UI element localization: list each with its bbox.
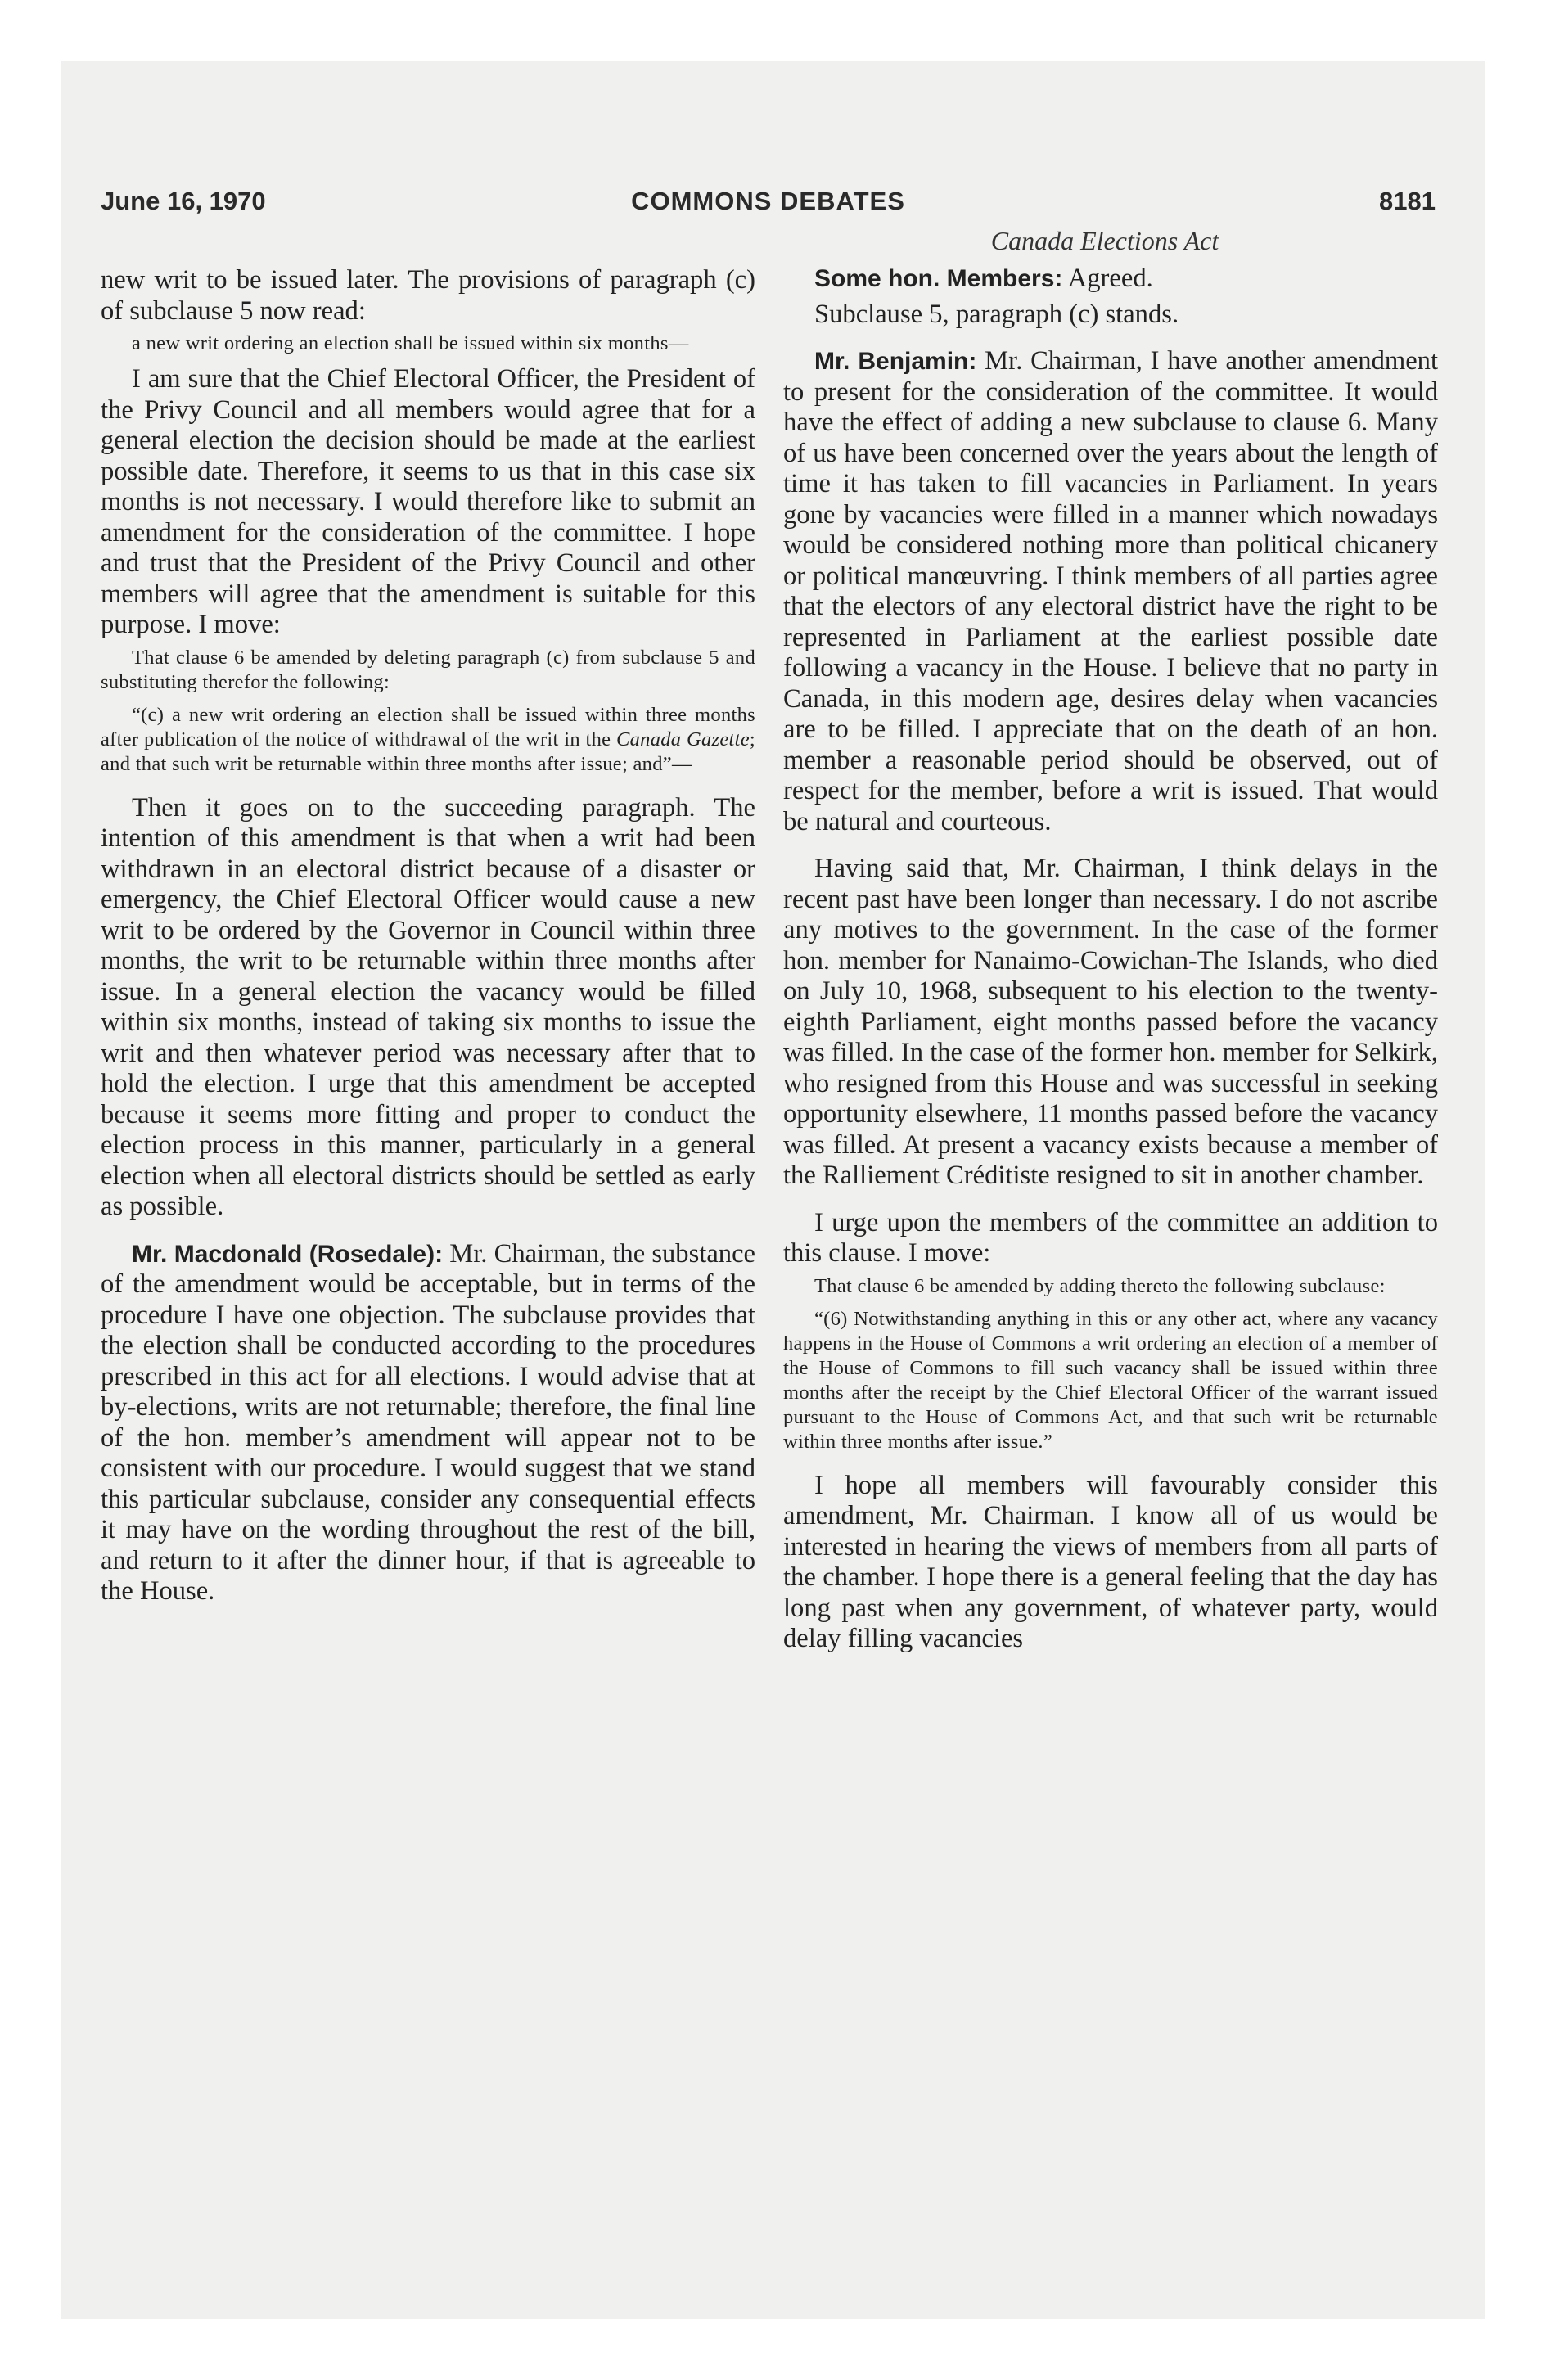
left-paragraph-4 — [101, 1239, 755, 1607]
right-paragraph-6: I hope all members will favourably consider this amendment, Mr. Chairman. I know all of us would be interested in hearing the views of members from all parts of the chamber. I hope there is a general feeling that the day has long past when any government, of whatever party, would delay filling vacancies — [783, 1470, 1438, 1653]
right-paragraph-5: I urge upon the members of the committee an addition to this clause. I move: — [783, 1207, 1438, 1268]
left-quote-3-italic: Canada Gazette — [615, 728, 750, 751]
left-quote-3-part-a: “(c) a new writ ordering an election shall be issued within three months after publication of the notice of withdrawal of the writ in the — [101, 703, 755, 751]
left-quote-2: That clause 6 be amended by deleting paragraph (c) from subclause 5 and substituting therefor the following: — [101, 646, 755, 693]
left-quote-3-part-b: ; and that such writ be returnable within three months after issue; and”— — [101, 728, 756, 775]
left-paragraph-1: new writ to be issued later. The provisions of paragraph (c) of subclause 5 now read: — [101, 265, 755, 326]
left-quote-1: a new writ ordering an election shall be issued within six months— — [132, 332, 689, 354]
right-paragraph-1 — [783, 264, 1438, 295]
page-header — [101, 187, 1436, 223]
right-column — [783, 264, 1438, 1660]
left-quote-3 — [101, 703, 755, 777]
right-paragraph-3-text: Mr. Chairman, I have another amendment to present for the consideration of the committee. It would have the effect of adding a new subclause to clause 6. Many of us have been concerned over the years about the length of time it has taken to fill vacancies in Parliament. In years gone by vacancies were filled in a manner which nowadays would be considered nothing more than political chicanery or political manœuvring. I think members of all parties agree that the electors of any electoral district have the right to be represented in Parliament at the earliest possible date following a vacancy in the House. I believe that no party in Canada, in this modern age, desires delay when vacancies are to be filled. I appreciate that on the death of an hon. member a reasonable period should be observed, out of respect for the member, before a writ is issued. That would be natural and courteous. — [783, 346, 1439, 836]
left-column — [101, 265, 755, 1612]
right-paragraph-3 — [783, 346, 1438, 837]
left-paragraph-4-text: Mr. Chairman, the substance of the amendment would be acceptable, but in terms of the procedure I have one objection. The subclause provides that the election shall be conducted according to the procedures prescribed in this act for all elections. I would advise that at by-elections, writs are not returnable; therefore, the final line of the hon. member’s amendment will appear not to be consistent with our procedure. I would suggest that we stand this particular subclause, consider any consequential effects it may have on the wording throughout the rest of the bill, and return to it after the dinner hour, if that is agreeable to the House. — [101, 1238, 755, 1606]
speaker-some-members: Some hon. Members: — [814, 265, 1063, 292]
right-paragraph-2: Subclause 5, paragraph (c) stands. — [814, 299, 1179, 329]
header-page-number: 8181 — [1379, 187, 1436, 215]
left-paragraph-2: I am sure that the Chief Electoral Officer, the President of the Privy Council and all members would agree that for a general election the decision should be made at the earliest possible date. Therefore, it seems to us that in this case six months is not necessary. I would therefore like to submit an amendment for the consideration of the committee. I hope and trust that the President of the Privy Council and other members will agree that the amendment is suitable for this purpose. I move: — [101, 364, 755, 639]
right-paragraph-1-text: Agreed. — [1062, 264, 1153, 293]
header-title: COMMONS DEBATES — [631, 187, 905, 215]
right-paragraph-4: Having said that, Mr. Chairman, I think delays in the recent past have been longer than necessary. I do not ascribe any motives to the government. In the case of the former hon. member for Nanaimo-Cowichan-The Islands, who died on July 10, 1968, subsequent to his election to the twenty-eighth Parliament, eight months passed before the vacancy was filled. In the case of the former hon. member for Selkirk, who resigned from this House and was successful in seeking opportunity elsewhere, 11 months passed before the vacancy was filled. At present a vacancy exists because a member of the Ralliement Créditiste resigned to sit in another chamber. — [783, 854, 1438, 1190]
header-date: June 16, 1970 — [101, 187, 266, 215]
speaker-benjamin: Mr. Benjamin: — [814, 348, 977, 375]
right-quote-1: That clause 6 be amended by adding thereto the following subclause: — [814, 1274, 1386, 1297]
right-quote-2: “(6) Notwithstanding anything in this or any other act, where any vacancy happens in the House of Commons a writ ordering an election of a member of the House of Commons to fill such vacancy shall be issued within three months after the receipt by the Chief Electoral Officer of the warrant issued pursuant to the House of Commons Act, and that such writ be returnable within three months after issue.” — [783, 1307, 1438, 1453]
section-subtitle: Canada Elections Act — [990, 226, 1219, 255]
left-paragraph-3: Then it goes on to the succeeding paragraph. The intention of this amendment is that when a writ had been withdrawn in an electoral district because of a disaster or emergency, the Chief Electoral Officer would cause a new writ to be ordered by the Governor in Council within three months, the writ to be returnable within three months after issue. In a general election the vacancy would be filled within six months, instead of taking six months to issue the writ and then whatever period was necessary after that to hold the election. I urge that this amendment be accepted because it seems more fitting and proper to conduct the election process in this manner, particularly in a general election when all electoral districts should be settled as early as possible. — [101, 792, 755, 1221]
speaker-macdonald: Mr. Macdonald (Rosedale): — [132, 1240, 444, 1268]
